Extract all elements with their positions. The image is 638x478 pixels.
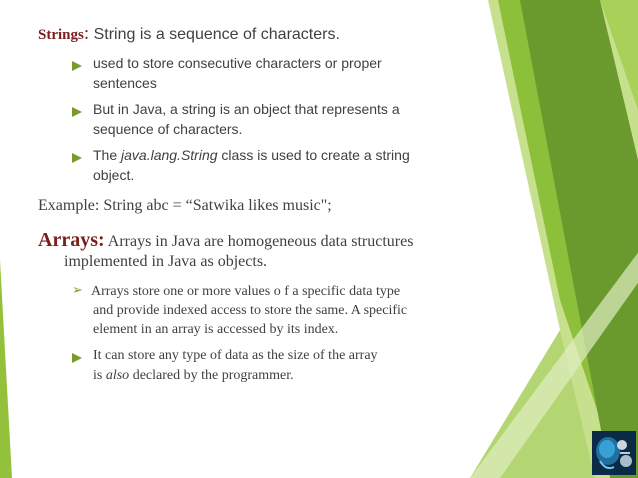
arrays-bullet-2-line-2	[93, 368, 294, 384]
arrowhead-bullet-icon: ➢	[72, 283, 83, 298]
strings-bullet-3-italic: java.lang.String	[121, 147, 218, 163]
arrays-bullet-2-pre: is	[93, 368, 106, 383]
strings-bullet-3-pre: The	[93, 147, 122, 163]
triangle-bullet-icon	[72, 107, 82, 117]
arrays-bullet-1-line-2: and provide indexed access to store the same. A specific	[93, 303, 408, 318]
example-line: Example: String abc = “Satwika likes music";	[38, 197, 332, 214]
triangle-bullet-icon	[72, 353, 82, 363]
strings-bullet-3-line-1	[93, 147, 410, 163]
arrays-bullet-1-line-3: element in an array is accessed by its index.	[93, 322, 339, 337]
strings-bullet-1-line-1: used to store consecutive characters or proper	[93, 55, 382, 71]
strings-bullet-3-line-2: object.	[93, 167, 135, 183]
triangle-bullet-icon	[72, 153, 82, 163]
strings-heading-colon: :	[83, 23, 90, 44]
arrays-bullet-1-line-1: Arrays store one or more values o f a specific data type	[91, 284, 401, 299]
brain-logo-icon	[592, 431, 636, 475]
arrays-bullet-2-line-1: It can store any type of data as the size of the array	[93, 348, 378, 363]
strings-bullet-2-line-1: But in Java, a string is an object that represents a	[93, 101, 400, 117]
triangle-bullet-icon	[72, 61, 82, 71]
arrays-bullet-2-italic: also	[105, 368, 130, 383]
strings-heading-text: String is a sequence of characters.	[89, 26, 340, 43]
arrays-heading-label: Arrays:	[38, 229, 105, 251]
arrays-heading	[38, 229, 413, 252]
strings-bullet-3-post: class is used to create a string	[217, 147, 410, 163]
strings-bullet-2-line-2: sequence of characters.	[93, 121, 243, 137]
strings-heading	[38, 23, 340, 45]
arrays-heading-line-2: implemented in Java as objects.	[64, 253, 268, 270]
strings-bullet-1-line-2: sentences	[93, 75, 157, 91]
arrays-heading-text: Arrays in Java are homogeneous data structures	[104, 233, 414, 250]
strings-heading-label: Strings	[38, 27, 84, 43]
arrays-bullet-2-post: declared by the programmer.	[129, 368, 294, 383]
